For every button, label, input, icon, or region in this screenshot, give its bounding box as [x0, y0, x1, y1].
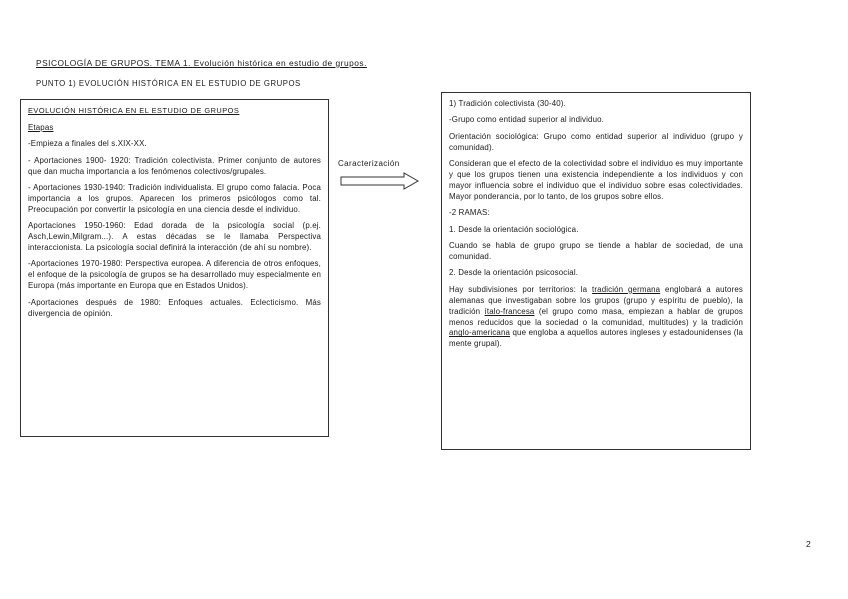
history-paragraph: - Aportaciones 1900- 1920: Tradición colectivista. Primer conjunto de autores que dan mucha importancia a los fenómenos colectivos/grupales.	[28, 155, 321, 176]
right-arrow-icon	[340, 172, 420, 190]
history-paragraph: Aportaciones 1950-1960: Edad dorada de la psicología social (p.ej. Asch,Lewin,Milgram...). A estas décadas se le llamaba Perspectiva interaccionista. La psicología social definirá la interacción (de ahí su nombre).	[28, 221, 321, 253]
characterization-paragraph: -2 RAMAS:	[449, 208, 490, 218]
history-paragraph: -Aportaciones después de 1980: Enfoques actuales. Eclecticismo. Más divergencia de opinión.	[28, 297, 321, 318]
arrow-label: Caracterización	[338, 159, 400, 168]
anglo-americana-text: anglo-americana	[449, 328, 511, 338]
characterization-paragraph: 2. Desde la orientación psicosocial.	[449, 268, 579, 278]
traditions-paragraph	[449, 285, 743, 350]
section-subtitle: PUNTO 1) EVOLUCIÓN HISTÓRICA EN EL ESTUDIO DE GRUPOS	[36, 79, 301, 88]
traditions-text: Hay subdivisiones por territorios: la	[449, 284, 593, 294]
characterization-paragraph: Orientación sociológica: Grupo como entidad superior al individuo (grupo y comunidad).	[449, 131, 743, 152]
characterization-paragraph: -Grupo como entidad superior al individuo.	[449, 115, 604, 125]
characterization-paragraph: 1. Desde la orientación sociológica.	[449, 224, 579, 234]
traditions-text: englobará a autores alemanas que investigaban sobre los grupos (grupo y espíritu de pueblo), la tradición	[449, 284, 744, 316]
page-number: 2	[806, 539, 811, 549]
italo-francesa-text: ítalo-francesa	[484, 306, 535, 316]
history-box	[20, 99, 329, 437]
etapas-label: Etapas	[28, 122, 54, 132]
traditions-text: que engloba a aquellos autores ingleses y estadounidenses (la mente grupal).	[449, 328, 743, 349]
history-heading: EVOLUCIÓN HISTÓRICA EN EL ESTUDIO DE GRUPOS	[28, 106, 240, 115]
traditions-text: (el grupo como masa, empiezan a hablar de grupos menos reducidos que la sociedad o la comunidad, multitudes) y la tradición	[449, 306, 743, 327]
characterization-paragraph: Consideran que el efecto de la colectividad sobre el individuo es muy importante y que los grupos tienen una existencia independiente a los individuos y con mayor influencia sobre el individuo que el individuo sobre esas colectividades. Mayor ponderancia, por lo tanto, de los grupos sobre ellos.	[449, 159, 743, 201]
tradicion-germana-text: tradición germana	[592, 284, 661, 294]
history-paragraph: -Aportaciones 1970-1980: Perspectiva europea. A diferencia de otros enfoques, el enfoque de la psicología de grupos se ha desarrollado muy especialmente en Europa (más importante en Europa que en Estados Unidos).	[28, 259, 321, 291]
history-paragraph: -Empieza a finales del s.XIX-XX.	[28, 139, 147, 149]
characterization-box	[441, 92, 751, 450]
characterization-paragraph: Cuando se habla de grupo grupo se tiende a hablar de sociedad, de una comunidad.	[449, 241, 743, 261]
characterization-paragraph: 1) Tradición colectivista (30-40).	[449, 99, 566, 108]
history-paragraph: - Aportaciones 1930-1940: Tradición individualista. El grupo como falacia. Poca importancia a los grupos. Aparecen los primeros psicólogos como tal. Preocupación por convertir la psicología en una ciencia desde el individuo.	[28, 183, 321, 214]
page-title: PSICOLOGÍA DE GRUPOS. TEMA 1. Evolución histórica en estudio de grupos.	[36, 58, 367, 68]
